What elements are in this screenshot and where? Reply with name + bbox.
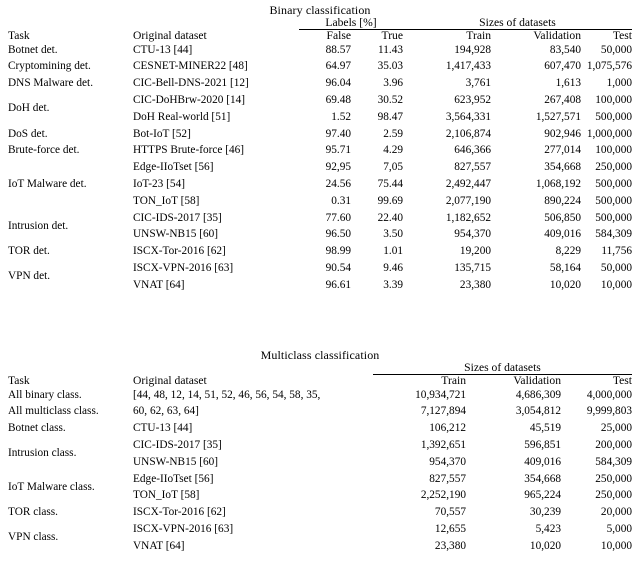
row-validation: 8,229: [555, 245, 581, 258]
row-false: 24.56: [325, 177, 351, 190]
row-test: 584,309: [595, 228, 632, 241]
row-task: Brute-force det.: [8, 144, 80, 157]
row-test: 11,756: [601, 245, 632, 258]
row-validation: 354,668: [524, 472, 561, 485]
row-train: 827,557: [454, 161, 491, 174]
row-task: Botnet det.: [8, 43, 58, 56]
column-header-validation: Validation: [533, 29, 581, 42]
row-test: 500,000: [595, 110, 632, 123]
column-header-false: False: [326, 29, 351, 42]
table-row: [8, 260, 632, 277]
row-false: 90.54: [325, 261, 351, 274]
row-validation: 890,224: [544, 194, 581, 207]
column-header-train: Train: [466, 29, 491, 42]
row-train: 106,212: [429, 422, 466, 435]
row-true: 22.40: [377, 211, 403, 224]
row-train: 3,564,331: [445, 110, 491, 123]
row-task: TOR det.: [8, 245, 50, 258]
multiclass-classification-table: [8, 349, 632, 555]
row-train: 2,492,447: [445, 177, 491, 190]
row-true: 30.52: [377, 94, 403, 107]
row-false: 97.40: [325, 127, 351, 140]
row-train: 7,127,894: [420, 405, 466, 418]
row-validation: 30,239: [529, 506, 561, 519]
column-header-task: Task: [8, 28, 30, 42]
row-validation: 277,014: [544, 144, 581, 157]
row-task: Cryptomining det.: [8, 60, 91, 73]
row-train: 3,761: [465, 77, 491, 90]
row-test: 250,000: [595, 472, 632, 485]
table-row: [8, 210, 632, 227]
binary-classification-table: [8, 4, 632, 294]
group-header-labels: Labels [%]: [299, 17, 403, 30]
row-true: 75.44: [377, 177, 403, 190]
row-test: 9,999,803: [586, 405, 632, 418]
table-row: [8, 244, 632, 261]
row-false: 98.99: [325, 245, 351, 258]
row-task: All multiclass class.: [8, 405, 99, 418]
row-dataset: Edge-IIoTset [56]: [133, 161, 214, 174]
table-row: [8, 404, 632, 421]
group-header-sizes: Sizes of datasets: [373, 362, 632, 375]
row-false: 64.97: [325, 60, 351, 73]
column-header-true: True: [381, 29, 403, 42]
row-test: 5,000: [606, 522, 632, 535]
row-true: 4.29: [383, 144, 403, 157]
row-dataset: CIC-DoHBrw-2020 [14]: [133, 94, 246, 107]
row-dataset: Bot-IoT [52]: [133, 127, 191, 140]
row-validation: 4,686,309: [515, 388, 561, 401]
row-validation: 965,224: [524, 489, 561, 502]
row-train: 1,417,433: [445, 60, 491, 73]
row-task: TOR class.: [8, 506, 58, 519]
table-row: [8, 76, 632, 93]
row-test: 50,000: [600, 261, 632, 274]
row-false: 1.52: [331, 110, 351, 123]
row-validation: 1,613: [555, 77, 581, 90]
table-row: [8, 42, 632, 59]
multiclass-group-header-row: [8, 362, 632, 375]
row-test: 500,000: [595, 211, 632, 224]
column-header-validation: Validation: [513, 374, 561, 387]
row-test: 584,309: [595, 455, 632, 468]
row-true: 35.03: [377, 60, 403, 73]
row-dataset: VNAT [64]: [133, 278, 185, 291]
row-validation: 10,020: [529, 539, 561, 552]
row-task: DoH det.: [8, 102, 50, 115]
binary-title: Binary classification: [269, 3, 371, 17]
row-task: Botnet class.: [8, 422, 66, 435]
row-task: All binary class.: [8, 388, 82, 401]
row-dataset: CIC-IDS-2017 [35]: [133, 211, 222, 224]
column-header-dataset: Original dataset: [133, 28, 207, 42]
column-header-dataset: Original dataset: [133, 373, 207, 387]
row-task: VPN det.: [8, 270, 51, 283]
row-validation: 607,470: [544, 60, 581, 73]
table-row: [8, 59, 632, 76]
table-row: [8, 438, 632, 455]
table-row: [8, 522, 632, 539]
column-header-train: Train: [441, 374, 466, 387]
row-false: 92,95: [325, 161, 351, 174]
row-validation: 5,423: [535, 522, 561, 535]
binary-title-row: [8, 4, 632, 17]
row-validation: 1,527,571: [535, 110, 581, 123]
row-validation: 10,020: [549, 278, 581, 291]
row-train: 1,392,651: [420, 439, 466, 452]
row-false: 96.50: [325, 228, 351, 241]
row-test: 250,000: [595, 489, 632, 502]
row-validation: 409,016: [524, 455, 561, 468]
row-train: 2,106,874: [445, 127, 491, 140]
row-train: 827,557: [429, 472, 466, 485]
table-row: [8, 93, 632, 110]
row-dataset: CESNET-MINER22 [48]: [133, 60, 248, 73]
row-true: 2.59: [383, 127, 403, 140]
row-dataset: VNAT [64]: [133, 539, 185, 552]
row-false: 0.31: [331, 194, 351, 207]
row-dataset: ISCX-Tor-2016 [62]: [133, 245, 226, 258]
row-train: 70,557: [434, 506, 466, 519]
row-true: 98.47: [377, 110, 403, 123]
multiclass-title-row: [8, 349, 632, 362]
table-row: [8, 126, 632, 143]
row-dataset: [44, 48, 12, 14, 51, 52, 46, 56, 54, 58, 35,: [133, 388, 321, 401]
row-task: DoS det.: [8, 127, 48, 140]
row-train: 2,252,190: [420, 489, 466, 502]
row-dataset: CTU-13 [44]: [133, 43, 193, 56]
column-header-test: Test: [612, 29, 632, 42]
row-train: 194,928: [454, 43, 491, 56]
row-validation: 902,946: [544, 127, 581, 140]
row-validation: 83,540: [549, 43, 581, 56]
group-header-blank: [8, 362, 373, 375]
row-dataset: ISCX-VPN-2016 [63]: [133, 261, 234, 274]
row-true: 3.96: [383, 77, 403, 90]
row-train: 135,715: [454, 261, 491, 274]
row-dataset: Edge-IIoTset [56]: [133, 472, 214, 485]
row-test: 500,000: [595, 194, 632, 207]
row-validation: 354,668: [544, 161, 581, 174]
row-false: 95.71: [325, 144, 351, 157]
multiclass-column-header-row: [8, 375, 632, 388]
row-true: 9.46: [383, 261, 403, 274]
row-false: 69.48: [325, 94, 351, 107]
row-train: 23,380: [459, 278, 491, 291]
row-dataset: HTTPS Brute-force [46]: [133, 144, 245, 157]
row-test: 10,000: [600, 278, 632, 291]
group-header-sizes: Sizes of datasets: [403, 17, 632, 30]
row-test: 1,000: [606, 77, 632, 90]
row-task: Intrusion det.: [8, 219, 69, 232]
row-train: 19,200: [459, 245, 491, 258]
row-test: 50,000: [600, 43, 632, 56]
row-test: 500,000: [595, 177, 632, 190]
table-row: [8, 143, 632, 160]
row-task: Intrusion class.: [8, 447, 77, 460]
row-true: 99.69: [377, 194, 403, 207]
column-header-task: Task: [8, 373, 30, 387]
row-validation: 596,851: [524, 439, 561, 452]
row-validation: 267,408: [544, 94, 581, 107]
row-task: VPN class.: [8, 531, 59, 544]
row-validation: 3,054,812: [515, 405, 561, 418]
row-dataset: DoH Real-world [51]: [133, 110, 231, 123]
row-test: 1,000,000: [586, 127, 632, 140]
row-train: 2,077,190: [445, 194, 491, 207]
table-row: [8, 505, 632, 522]
table-row: [8, 160, 632, 177]
row-false: 88.57: [325, 43, 351, 56]
row-train: 1,182,652: [445, 211, 491, 224]
row-dataset: TON_IoT [58]: [133, 489, 200, 502]
row-test: 25,000: [600, 422, 632, 435]
row-dataset: UNSW-NB15 [60]: [133, 455, 219, 468]
row-test: 200,000: [595, 439, 632, 452]
row-false: 96.04: [325, 77, 351, 90]
row-dataset: CIC-Bell-DNS-2021 [12]: [133, 77, 249, 90]
row-task: IoT Malware class.: [8, 480, 95, 493]
row-validation: 45,519: [529, 422, 561, 435]
table-row: [8, 421, 632, 438]
row-dataset: ISCX-VPN-2016 [63]: [133, 522, 234, 535]
row-train: 23,380: [434, 539, 466, 552]
row-train: 10,934,721: [415, 388, 466, 401]
row-task: IoT Malware det.: [8, 177, 87, 190]
row-train: 646,366: [454, 144, 491, 157]
row-true: 11.43: [378, 43, 403, 56]
row-false: 96.61: [325, 278, 351, 291]
group-header-blank: [8, 17, 299, 30]
multiclass-table: [8, 349, 632, 555]
row-dataset: TON_IoT [58]: [133, 194, 200, 207]
row-task: DNS Malware det.: [8, 77, 94, 90]
row-dataset: CIC-IDS-2017 [35]: [133, 439, 222, 452]
row-dataset: IoT-23 [54]: [133, 177, 185, 190]
row-dataset: UNSW-NB15 [60]: [133, 228, 219, 241]
binary-column-header-row: [8, 30, 632, 43]
row-test: 100,000: [595, 94, 632, 107]
row-test: 20,000: [600, 506, 632, 519]
row-train: 623,952: [454, 94, 491, 107]
row-true: 3.39: [383, 278, 403, 291]
row-dataset: CTU-13 [44]: [133, 422, 193, 435]
row-test: 4,000,000: [586, 388, 632, 401]
column-header-test: Test: [612, 374, 632, 387]
row-true: 3.50: [383, 228, 403, 241]
row-validation: 1,068,192: [535, 177, 581, 190]
row-validation: 58,164: [549, 261, 581, 274]
row-true: 7,05: [383, 161, 403, 174]
row-dataset: 60, 62, 63, 64]: [133, 405, 199, 418]
row-train: 954,370: [454, 228, 491, 241]
row-validation: 409,016: [544, 228, 581, 241]
multiclass-title: Multiclass classification: [260, 348, 380, 362]
table-row: [8, 387, 632, 404]
row-validation: 506,850: [544, 211, 581, 224]
row-true: 1.01: [383, 245, 403, 258]
row-train: 954,370: [429, 455, 466, 468]
binary-group-header-row: [8, 17, 632, 30]
row-dataset: ISCX-Tor-2016 [62]: [133, 506, 226, 519]
table-row: [8, 471, 632, 488]
row-test: 100,000: [595, 144, 632, 157]
row-false: 77.60: [325, 211, 351, 224]
binary-table: [8, 4, 632, 294]
row-test: 1,075,576: [586, 60, 632, 73]
row-train: 12,655: [434, 522, 466, 535]
row-test: 250,000: [595, 161, 632, 174]
row-test: 10,000: [600, 539, 632, 552]
